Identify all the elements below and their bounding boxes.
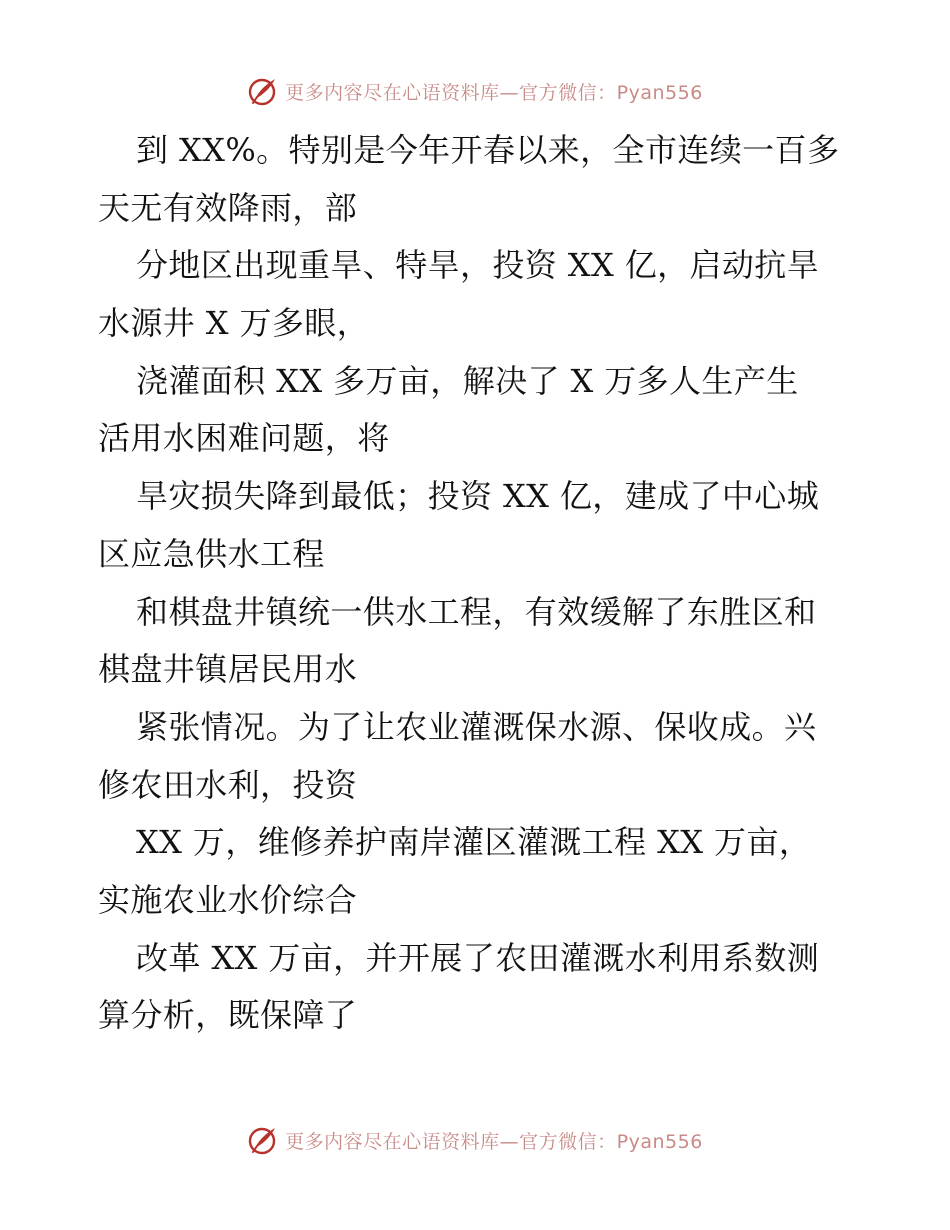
body-text-line: 改革 XX 万亩，并开展了农田灌溉水利用系数测 (136, 938, 820, 977)
body-text-line: 区应急供水工程 (98, 534, 325, 573)
body-text-line: 天无有效降雨，部 (98, 188, 358, 227)
watermark-text: 更多内容尽在心语资料库—官方微信：Pyan556 (285, 1130, 703, 1153)
body-text-line: 实施农业水价综合 (98, 880, 358, 919)
body-text-line: 算分析，既保障了 (98, 996, 358, 1035)
body-text-line: 紧张情况。为了让农业灌溉保水源、保收成。兴 (136, 707, 817, 746)
quill-logo-icon (247, 1124, 279, 1156)
quill-logo-icon (247, 75, 279, 107)
watermark-text: 更多内容尽在心语资料库—官方微信：Pyan556 (285, 81, 703, 104)
body-text-line: 到 XX%。特别是今年开春以来，全市连续一百多 (136, 131, 840, 169)
body-text-line: 和棋盘井镇统一供水工程，有效缓解了东胜区和 (136, 592, 817, 631)
body-text-line: 棋盘井镇居民用水 (98, 650, 358, 689)
body-text-line: XX 万，维修养护南岸灌区灌溉工程 XX 万亩， (136, 823, 812, 862)
body-text-line: 分地区出现重旱、特旱，投资 XX 亿，启动抗旱 (136, 246, 820, 285)
body-text-line: 修农田水利，投资 (98, 765, 358, 804)
body-text-line: 浇灌面积 XX 多万亩，解决了 X 万多人生产生 (136, 361, 799, 400)
header-watermark (0, 71, 950, 111)
body-text-line: 水源井 X 万多眼， (98, 304, 370, 343)
footer-watermark (0, 1120, 950, 1160)
body-text-line: 活用水困难问题，将 (98, 419, 390, 458)
document-body (98, 122, 858, 1045)
body-text-line: 旱灾损失降到最低；投资 XX 亿，建成了中心城 (136, 477, 820, 516)
